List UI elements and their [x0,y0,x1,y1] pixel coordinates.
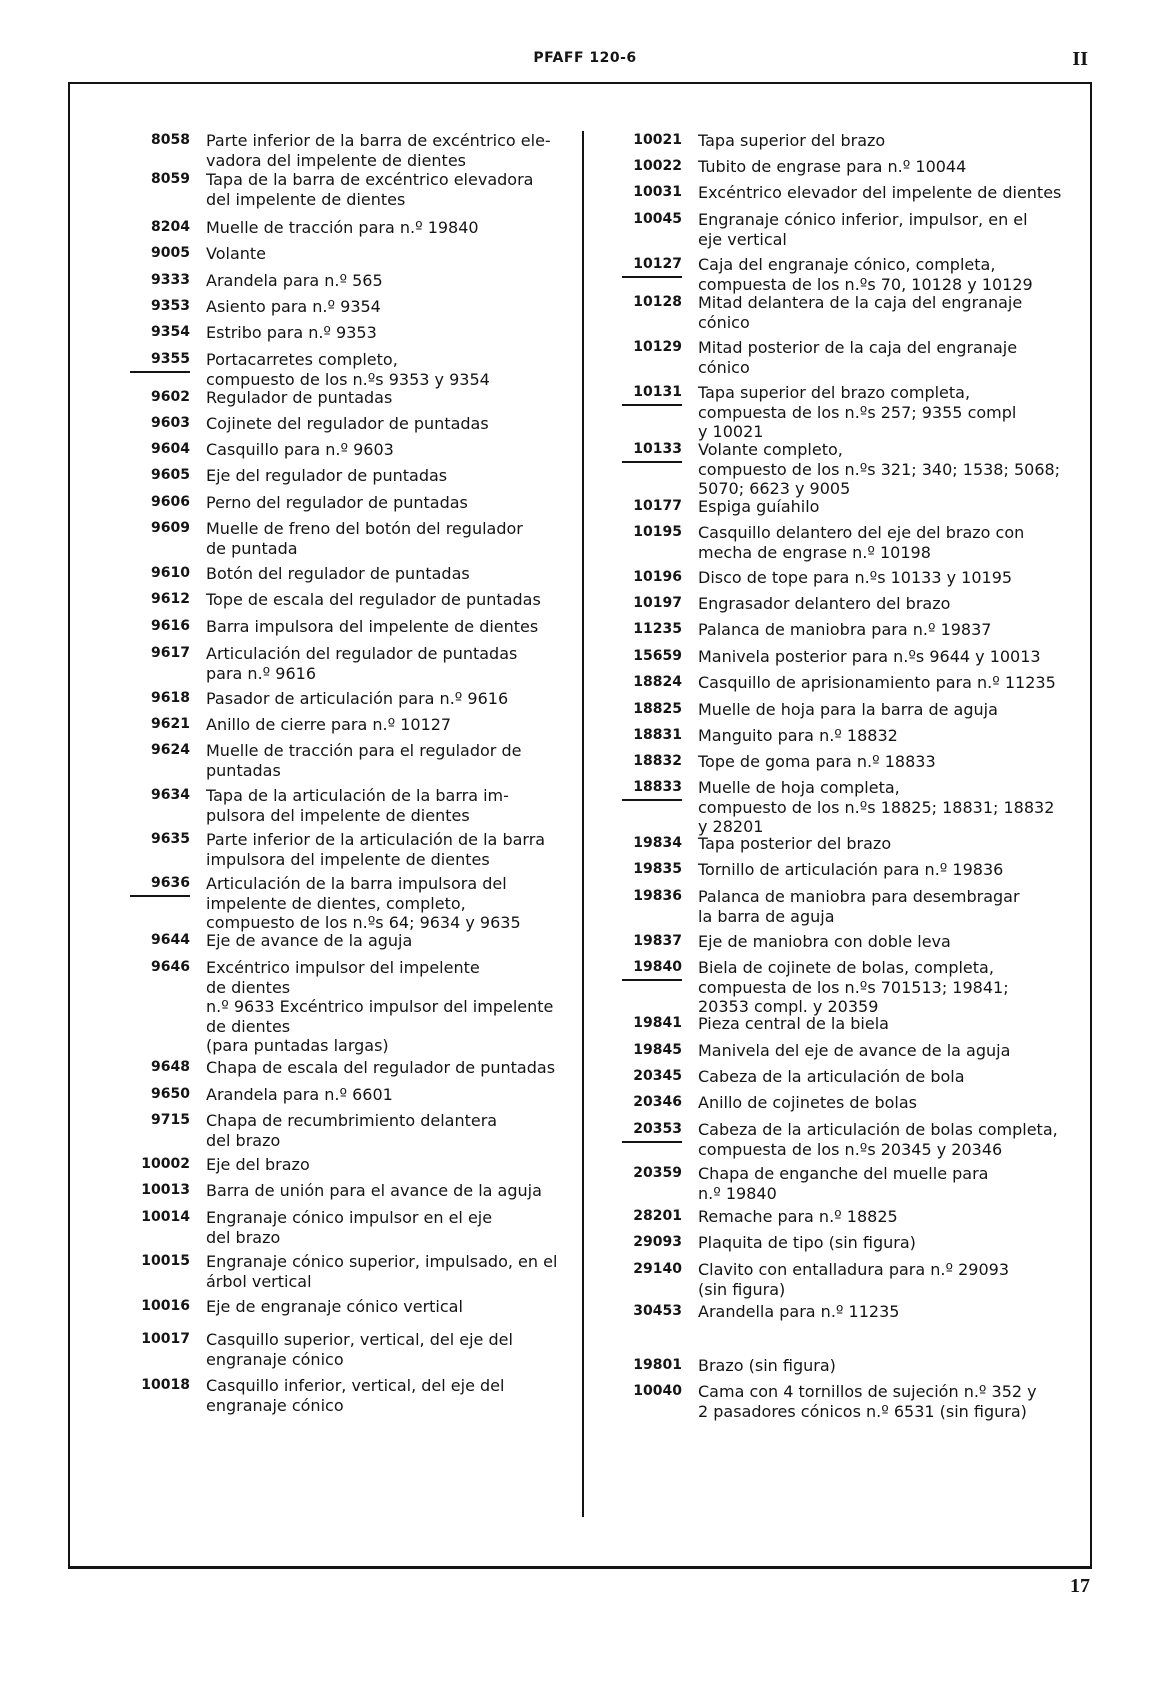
part-number: 9616 [151,618,190,634]
part-entry [622,1164,1062,1203]
part-number: 9624 [151,742,190,758]
part-description: Eje del regulador de puntadas [206,466,448,485]
part-description: Volante [206,244,266,263]
part-description: Engrasador delantero del brazo [698,594,951,613]
part-description: Tapa posterior del brazo [698,834,892,853]
part-entry [622,183,1062,203]
part-number: 10017 [141,1331,190,1347]
part-entry [622,778,1062,837]
part-entry [130,350,570,389]
part-description: Tapa superior del brazo completa, compuesta de los n.ºs 257; 9355 compl y 10021 [698,383,1017,441]
part-description: Mitad delantera de la caja del engranaje cónico [698,293,1023,332]
part-description: Tapa superior del brazo [698,131,886,150]
part-entry [622,440,1062,499]
part-number: 15659 [633,648,682,664]
part-entry [622,338,1062,377]
part-number: 8059 [151,171,190,187]
part-description: Pasador de articulación para n.º 9616 [206,689,509,708]
part-description: Casquillo inferior, vertical, del eje del engranaje cónico [206,1376,505,1415]
part-number: 19836 [633,888,682,904]
part-description: Anillo de cierre para n.º 10127 [206,715,452,734]
part-number: 28201 [633,1208,682,1224]
part-entry [622,497,1062,517]
part-number: 10129 [633,339,682,355]
part-number: 9603 [151,415,190,431]
part-number: 9618 [151,690,190,706]
part-description: Plaquita de tipo (sin figura) [698,1233,916,1252]
part-description: Manivela del eje de avance de la aguja [698,1041,1011,1060]
part-description: Chapa de enganche del muelle para n.º 19840 [698,1164,989,1203]
document-title: PFAFF 120-6 [533,50,637,66]
part-entry [622,834,1062,854]
part-description: Tapa de la articulación de la barra im- pulsora del impelente de dientes [206,786,509,825]
part-number: 18831 [633,727,682,743]
part-entry [130,388,570,408]
part-description: Clavito con entalladura para n.º 29093 (sin figura) [698,1260,1009,1299]
part-number: 10177 [633,498,682,514]
part-number: 9648 [151,1059,190,1075]
part-description: Casquillo de aprisionamiento para n.º 11235 [698,673,1056,692]
part-number: 10128 [633,294,682,310]
part-description: Tope de goma para n.º 18833 [698,752,936,771]
part-description: Eje de engranaje cónico vertical [206,1297,463,1316]
part-entry [622,726,1062,746]
part-number: 10013 [141,1182,190,1198]
part-description: Muelle de hoja completa, compuesto de los n.ºs 18825; 18831; 18832 y 28201 [698,778,1055,836]
part-number: 10195 [633,524,682,540]
part-number: 9353 [151,298,190,314]
part-entry [130,1208,570,1247]
part-number: 9005 [151,245,190,261]
part-entry [130,689,570,709]
part-entry [130,218,570,238]
part-description: Cabeza de la articulación de bola [698,1067,965,1086]
part-number: 10002 [141,1156,190,1172]
part-number: 10015 [141,1253,190,1269]
part-description: Biela de cojinete de bolas, completa, compuesta de los n.ºs 701513; 19841; 20353 compl. y 20359 [698,958,1009,1016]
part-number: 9644 [151,932,190,948]
part-entry [130,1376,570,1415]
part-entry [130,1297,570,1317]
part-entry [622,1041,1062,1061]
part-description: Parte inferior de la barra de excéntrico ele- vadora del impelente de dientes [206,131,551,170]
part-description: Tope de escala del regulador de puntadas [206,590,541,609]
part-number: 9355 [130,350,190,373]
part-description: Muelle de hoja para la barra de aguja [698,700,998,719]
part-number: 18833 [622,778,682,801]
part-number: 29140 [633,1261,682,1277]
part-description: Palanca de maniobra para desembragar la barra de aguja [698,887,1020,926]
part-number: 9617 [151,645,190,661]
part-description: Cabeza de la articulación de bolas completa, compuesta de los n.ºs 20345 y 20346 [698,1120,1058,1159]
part-description: Casquillo para n.º 9603 [206,440,394,459]
part-description: Portacarretes completo, compuesto de los n.ºs 9353 y 9354 [206,350,490,389]
part-description: Palanca de maniobra para n.º 19837 [698,620,992,639]
part-number: 10031 [633,184,682,200]
part-number: 9605 [151,467,190,483]
part-entry [130,786,570,825]
part-entry [622,293,1062,332]
part-description: Tubito de engrase para n.º 10044 [698,157,967,176]
part-number: 10022 [633,158,682,174]
part-entry [130,644,570,683]
part-description: Excéntrico impulsor del impelente de dientes n.º 9633 Excéntrico impulsor del impelente de dientes (para puntadas largas) [206,958,554,1055]
part-entry [622,860,1062,880]
part-description: Tornillo de articulación para n.º 19836 [698,860,1004,879]
part-number: 10021 [633,132,682,148]
part-number: 9609 [151,520,190,536]
part-description: Tapa de la barra de excéntrico elevadora del impelente de dientes [206,170,534,209]
part-entry [130,590,570,610]
part-number: 10045 [633,211,682,227]
part-description: Estribo para n.º 9353 [206,323,377,342]
part-entry [622,131,1062,151]
part-entry [130,131,570,170]
part-description: Eje de avance de la aguja [206,931,413,950]
part-description: Asiento para n.º 9354 [206,297,381,316]
part-number: 10127 [622,255,682,278]
part-description: Manguito para n.º 18832 [698,726,898,745]
part-number: 19801 [633,1357,682,1373]
part-entry [130,323,570,343]
part-entry [130,1111,570,1150]
part-description: Brazo (sin figura) [698,1356,836,1375]
part-description: Chapa de recumbrimiento delantera del brazo [206,1111,498,1150]
part-entry [130,271,570,291]
part-number: 10131 [622,383,682,406]
part-entry [622,594,1062,614]
part-number: 9715 [151,1112,190,1128]
part-description: Mitad posterior de la caja del engranaje cónico [698,338,1018,377]
part-number: 20345 [633,1068,682,1084]
part-entry [622,752,1062,772]
part-entry [130,297,570,317]
part-number: 18832 [633,753,682,769]
part-entry [622,700,1062,720]
part-description: Manivela posterior para n.ºs 9644 y 10013 [698,647,1041,666]
part-entry [130,1181,570,1201]
part-number: 10040 [633,1383,682,1399]
part-entry [622,1233,1062,1253]
part-description: Arandela para n.º 565 [206,271,383,290]
part-entry [130,493,570,513]
part-number: 18825 [633,701,682,717]
part-number: 20346 [633,1094,682,1110]
part-entry [130,440,570,460]
part-description: Barra de unión para el avance de la aguja [206,1181,542,1200]
part-number: 30453 [633,1303,682,1319]
part-description: Pieza central de la biela [698,1014,889,1033]
part-description: Remache para n.º 18825 [698,1207,898,1226]
part-description: Eje del brazo [206,1155,310,1174]
part-number: 10014 [141,1209,190,1225]
part-description: Arandella para n.º 11235 [698,1302,900,1321]
part-number: 19845 [633,1042,682,1058]
part-entry [622,210,1062,249]
part-number: 9606 [151,494,190,510]
part-entry [130,1058,570,1078]
part-description: Caja del engranaje cónico, completa, compuesta de los n.ºs 70, 10128 y 10129 [698,255,1033,294]
part-entry [622,958,1062,1017]
part-entry [130,958,570,1056]
part-number: 9621 [151,716,190,732]
part-entry [622,1093,1062,1113]
part-number: 20353 [622,1120,682,1143]
part-number: 19835 [633,861,682,877]
part-number: 10196 [633,569,682,585]
part-number: 9610 [151,565,190,581]
part-number: 11235 [633,621,682,637]
page-number: 17 [1070,1575,1090,1597]
part-description: Disco de tope para n.ºs 10133 y 10195 [698,568,1013,587]
part-number: 8204 [151,219,190,235]
part-description: Engranaje cónico impulsor en el eje del brazo [206,1208,493,1247]
part-description: Articulación de la barra impulsora del impelente de dientes, completo, compuesto de los n.ºs 64; 9634 y 9635 [206,874,521,932]
part-entry [622,568,1062,588]
part-entry [622,1356,1062,1376]
part-entry [622,887,1062,926]
part-entry [622,1260,1062,1299]
part-entry [622,620,1062,640]
part-description: Muelle de tracción para n.º 19840 [206,218,479,237]
part-entry [130,170,570,209]
part-description: Regulador de puntadas [206,388,393,407]
part-description: Cama con 4 tornillos de sujeción n.º 352 y 2 pasadores cónicos n.º 6531 (sin figura) [698,1382,1037,1421]
part-description: Cojinete del regulador de puntadas [206,414,489,433]
part-number: 19840 [622,958,682,981]
part-description: Casquillo superior, vertical, del eje del engranaje cónico [206,1330,513,1369]
part-number: 9646 [151,959,190,975]
part-number: 9602 [151,389,190,405]
part-description: Volante completo, compuesto de los n.ºs 321; 340; 1538; 5068; 5070; 6623 y 9005 [698,440,1061,498]
part-entry [622,157,1062,177]
part-number: 10018 [141,1377,190,1393]
part-entry [622,932,1062,952]
part-description: Excéntrico elevador del impelente de dientes [698,183,1062,202]
part-number: 9354 [151,324,190,340]
part-number: 9636 [130,874,190,897]
part-entry [622,1382,1062,1421]
part-entry [130,830,570,869]
part-entry [130,1085,570,1105]
part-description: Botón del regulador de puntadas [206,564,470,583]
part-entry [622,383,1062,442]
part-number: 9634 [151,787,190,803]
part-entry [130,519,570,558]
part-description: Barra impulsora del impelente de dientes [206,617,539,636]
part-entry [622,1014,1062,1034]
part-entry [130,931,570,951]
part-number: 29093 [633,1234,682,1250]
part-entry [622,1207,1062,1227]
part-description: Casquillo delantero del eje del brazo con mecha de engrase n.º 10198 [698,523,1025,562]
part-number: 10197 [633,595,682,611]
part-entry [130,1252,570,1291]
part-number: 9650 [151,1086,190,1102]
part-entry [130,1155,570,1175]
part-number: 9333 [151,272,190,288]
part-number: 18824 [633,674,682,690]
part-entry [130,244,570,264]
part-entry [130,617,570,637]
column-divider [582,131,584,1517]
part-entry [130,1330,570,1369]
part-number: 8058 [151,132,190,148]
part-description: Muelle de tracción para el regulador de puntadas [206,741,522,780]
part-description: Engranaje cónico inferior, impulsor, en el eje vertical [698,210,1028,249]
part-entry [622,647,1062,667]
part-description: Articulación del regulador de puntadas para n.º 9616 [206,644,518,683]
part-entry [130,564,570,584]
part-description: Arandela para n.º 6601 [206,1085,393,1104]
part-entry [622,1302,1062,1322]
part-entry [622,255,1062,294]
part-description: Muelle de freno del botón del regulador de puntada [206,519,523,558]
part-entry [622,673,1062,693]
part-entry [622,1067,1062,1087]
part-number: 19837 [633,933,682,949]
part-number: 19834 [633,835,682,851]
part-entry [622,523,1062,562]
part-description: Eje de maniobra con doble leva [698,932,951,951]
part-entry [130,715,570,735]
part-number: 9635 [151,831,190,847]
part-number: 10016 [141,1298,190,1314]
part-description: Perno del regulador de puntadas [206,493,468,512]
part-description: Chapa de escala del regulador de puntadas [206,1058,556,1077]
part-description: Engranaje cónico superior, impulsado, en el árbol vertical [206,1252,558,1291]
part-number: 20359 [633,1165,682,1181]
part-number: 9604 [151,441,190,457]
part-entry [130,874,570,933]
part-entry [130,741,570,780]
part-entry [130,466,570,486]
part-description: Anillo de cojinetes de bolas [698,1093,917,1112]
part-number: 9612 [151,591,190,607]
part-description: Espiga guíahilo [698,497,820,516]
part-number: 10133 [622,440,682,463]
section-number: II [1072,48,1088,70]
part-entry [622,1120,1062,1159]
part-description: Parte inferior de la articulación de la barra impulsora del impelente de dientes [206,830,546,869]
part-number: 19841 [633,1015,682,1031]
part-entry [130,414,570,434]
